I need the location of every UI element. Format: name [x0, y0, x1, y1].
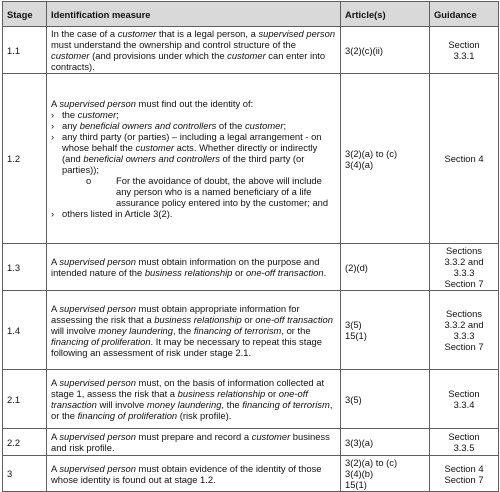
header-guidance: Guidance: [430, 2, 499, 27]
stage-cell: 1.4: [3, 291, 47, 370]
articles-cell: 3(2)(c)(ii): [341, 27, 430, 74]
list-item: › others listed in Article 3(2).: [51, 208, 336, 219]
list-item: › any third party (or parties) – including a legal arrangement - on whose behalf the customer acts. Whether directly or indirectly (and beneficial owners and controllers of the third party (or parties));: [51, 131, 336, 175]
sub-list: [51, 175, 336, 208]
identity-list: [51, 109, 336, 175]
table-header-row: [3, 2, 499, 27]
stage-cell: 1.2: [3, 74, 47, 244]
identity-list-tail: [51, 208, 336, 219]
stage-cell: 3: [3, 456, 47, 492]
guidance-cell: Section 3.3.4: [430, 370, 499, 429]
measure-cell: A supervised person must obtain appropriate information for assessing the risk that a business relationship or one-off transaction will involve money laundering, the financing of terrorism, or the financing of proliferation. It may be necessary to repeat this stage following an assessment of risk under stage 2.1.: [47, 291, 341, 370]
articles-cell: 3(2)(a) to (c) 3(4)(b) 15(1): [341, 456, 430, 492]
guidance-cell: Sections 3.3.2 and 3.3.3 Section 7: [430, 244, 499, 291]
table-row: [3, 244, 499, 291]
table-row: [3, 27, 499, 74]
stage-cell: 2.1: [3, 370, 47, 429]
identification-measures-table: [2, 1, 499, 492]
articles-cell: 3(5): [341, 370, 430, 429]
sub-list-item: o For the avoidance of doubt, the above will include any person who is a named beneficiary of a life assurance policy entered into by the customer; and: [86, 175, 329, 208]
header-stage: Stage: [3, 2, 47, 27]
table-row: [3, 291, 499, 370]
measure-intro: A supervised person must find out the identity of:: [51, 98, 254, 109]
articles-cell: 3(5) 15(1): [341, 291, 430, 370]
table-row: [3, 370, 499, 429]
guidance-cell: Sections 3.3.2 and 3.3.3 Section 7: [430, 291, 499, 370]
guidance-cell: Section 4: [430, 74, 499, 244]
measure-cell: A supervised person must obtain evidence of the identity of those whose identity is found out at stage 1.2.: [47, 456, 341, 492]
measure-cell: [47, 74, 341, 244]
header-measure: Identification measure: [47, 2, 341, 27]
articles-cell: 3(3)(a): [341, 429, 430, 456]
articles-cell: (2)(d): [341, 244, 430, 291]
measure-cell: A supervised person must, on the basis of information collected at stage 1, assess the risk that a business relationship or one-off transaction will involve money laundering, the financing of terrorism, or the financing of proliferation (risk profile).: [47, 370, 341, 429]
sub-bullet-marker: o: [86, 175, 92, 186]
header-articles: Article(s): [341, 2, 430, 27]
articles-cell: 3(2)(a) to (c) 3(4)(a): [341, 74, 430, 244]
table-row: [3, 429, 499, 456]
stage-cell: 2.2: [3, 429, 47, 456]
stage-cell: 1.1: [3, 27, 47, 74]
stage-cell: 1.3: [3, 244, 47, 291]
guidance-cell: Section 3.3.1: [430, 27, 499, 74]
table-row: [3, 74, 499, 244]
table-row: [3, 456, 499, 492]
measure-cell: A supervised person must prepare and record a customer business and risk profile.: [47, 429, 341, 456]
guidance-cell: Section 4 Section 7: [430, 456, 499, 492]
measure-cell: In the case of a customer that is a legal person, a supervised person must understand the ownership and control structure of the customer (and provisions under which the customer can enter into contracts).: [47, 27, 341, 74]
measure-cell: A supervised person must obtain information on the purpose and intended nature of the business relationship or one-off transaction.: [47, 244, 341, 291]
list-item: › any beneficial owners and controllers of the customer;: [51, 120, 336, 131]
guidance-cell: Section 3.3.5: [430, 429, 499, 456]
list-item: › the customer;: [51, 109, 336, 120]
